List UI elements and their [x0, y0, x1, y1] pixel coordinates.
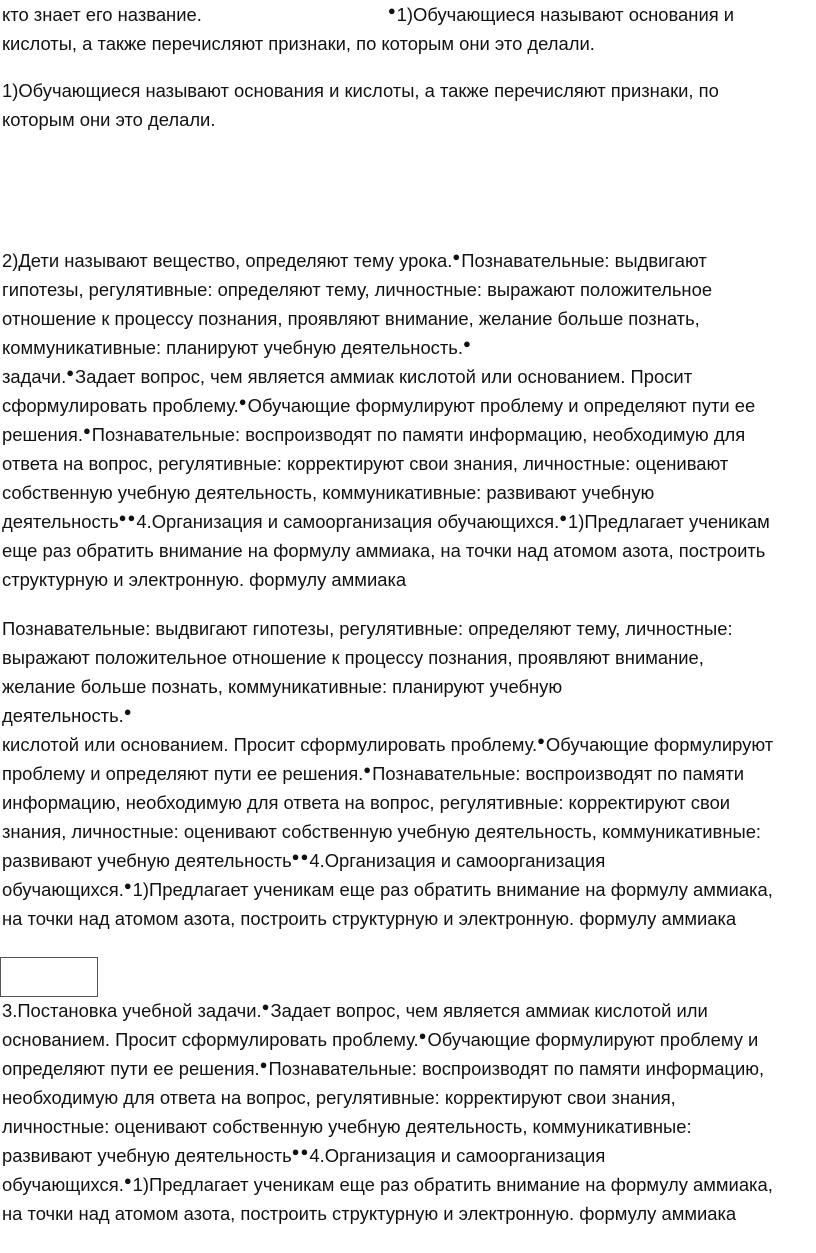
text-line: которым они это делали.	[2, 109, 216, 130]
text-line: гипотезы, регулятивные: определяют тему, личностные: выражают положительное	[2, 279, 713, 300]
text-line	[2, 732, 773, 760]
line-text: задачи.	[2, 366, 67, 387]
text-line	[2, 509, 770, 537]
bullet-icon: ●	[66, 365, 75, 380]
text-line: кислоты, а также перечисляют признаки, по которым они это делали.	[2, 33, 595, 54]
text-line	[2, 761, 744, 789]
line-text: развивают учебную деятельность	[2, 1145, 292, 1166]
bullet-icon: ●	[123, 1173, 132, 1188]
text-line: выражают положительное отношение к процессу познания, проявляют внимание,	[2, 647, 704, 668]
bullet-icon: ●	[123, 878, 132, 893]
line-text: Познавательные: воспроизводят по памяти информацию,	[268, 1058, 765, 1079]
line-text: 4.Организация и самоорганизация	[309, 1145, 606, 1166]
line-text: 3.Постановка учебной задачи.	[2, 1000, 262, 1021]
empty-frame-box	[0, 957, 98, 997]
line-text: основанием. Просит сформулировать проблему.	[2, 1029, 419, 1050]
text-line	[2, 998, 708, 1026]
line-text: сформулировать проблему.	[2, 395, 239, 416]
bullet-icon: ●	[123, 704, 132, 719]
line-text: Обучающие формулируют проблему и	[427, 1029, 759, 1050]
text-line	[2, 422, 745, 450]
text-line: знания, личностные: оценивают собственную учебную деятельность, коммуникативные:	[2, 821, 762, 842]
bullet-icon: ●	[261, 999, 270, 1014]
bullet-icon: ●	[259, 1057, 268, 1072]
text-line: информацию, необходимую для ответа на вопрос, регулятивные: корректируют свои	[2, 792, 731, 813]
line-text: Обучающие формулируют проблему и определяют пути ее	[247, 395, 756, 416]
text-line: на точки над атомом азота, построить структурную и электронную. формулу аммиака	[2, 1203, 737, 1224]
line-text: Задает вопрос, чем является аммиак кислотой или основанием. Просит	[75, 366, 693, 387]
bullet-icon: ●	[238, 394, 247, 409]
line-text: 4.Организация и самоорганизация	[309, 850, 606, 871]
bullet-icon: ●	[452, 249, 461, 264]
line-text: обучающихся.	[2, 1174, 124, 1195]
line-text: проблему и определяют пути ее решения.	[2, 763, 364, 784]
text-line	[2, 248, 707, 276]
line-text: Познавательные: выдвигают	[461, 250, 707, 271]
line-text: Задает вопрос, чем является аммиак кислотой или	[270, 1000, 708, 1021]
text-line	[2, 877, 773, 905]
text-line	[2, 1143, 605, 1171]
line-text: определяют пути ее решения.	[2, 1058, 260, 1079]
text-line: собственную учебную деятельность, коммуникативные: развивают учебную	[2, 482, 655, 503]
line-text: 1)Предлагает ученикам еще раз обратить внимание на формулу аммиака,	[132, 879, 773, 900]
line-text: развивают учебную деятельность	[2, 850, 292, 871]
text-line: необходимую для ответа на вопрос, регулятивные: корректируют свои знания,	[2, 1087, 676, 1108]
text-line: Познавательные: выдвигают гипотезы, регулятивные: определяют тему, личностные:	[2, 618, 733, 639]
text-line: структурную и электронную. формулу аммиака	[2, 569, 407, 590]
text-line	[2, 1027, 758, 1055]
line-text: кислотой или основанием. Просит сформулировать проблему.	[2, 734, 538, 755]
line-text: деятельность.	[2, 705, 124, 726]
bullet-icon: ●	[387, 3, 396, 18]
bullet-icon: ●	[291, 1144, 300, 1159]
bullet-icon: ●	[291, 849, 300, 864]
bullet-icon: ●	[300, 849, 309, 864]
text-line: желание больше познать, коммуникативные: планируют учебную	[2, 676, 563, 697]
text-line	[2, 848, 605, 876]
text-line	[2, 2, 734, 30]
line-text: 4.Организация и самоорганизация обучающихся.	[136, 511, 560, 532]
line-text: решения.	[2, 424, 83, 445]
bullet-icon: ●	[537, 733, 545, 748]
text-line: ответа на вопрос, регулятивные: корректируют свои знания, личностные: оценивают	[2, 453, 729, 474]
bullet-icon: ●	[82, 423, 91, 438]
text-line: личностные: оценивают собственную учебную деятельность, коммуникативные:	[2, 1116, 692, 1137]
line-text: 2)Дети называют вещество, определяют тему урока.	[2, 250, 453, 271]
text-line	[2, 364, 692, 392]
text-line: 1)Обучающиеся называют основания и кислоты, а также перечисляют признаки, по	[2, 80, 719, 101]
text-line	[2, 1056, 764, 1084]
line-text: деятельность	[2, 511, 119, 532]
line-text: Обучающие формулируют	[545, 734, 774, 755]
line-text: 1)Обучающиеся называют основания и	[396, 4, 735, 25]
line-text: 1)Предлагает ученикам	[568, 511, 770, 532]
bullet-icon: ●	[118, 510, 127, 525]
line-text: Познавательные: воспроизводят по памяти информацию, необходимую для	[91, 424, 746, 445]
bullet-icon: ●	[363, 762, 372, 777]
bullet-icon: ●	[463, 336, 471, 351]
text-line: еще раз обратить внимание на формулу аммиака, на точки над атомом азота, построить	[2, 540, 766, 561]
line-text: обучающихся.	[2, 879, 124, 900]
text-line	[2, 703, 133, 731]
line-text: кто знает его название.	[2, 4, 202, 25]
bullet-icon: ●	[559, 510, 568, 525]
bullet-icon: ●	[127, 510, 136, 525]
line-text: 1)Предлагает ученикам еще раз обратить внимание на формулу аммиака,	[132, 1174, 773, 1195]
bullet-icon: ●	[300, 1144, 309, 1159]
text-line	[2, 393, 755, 421]
bullet-icon: ●	[418, 1028, 427, 1043]
text-line	[2, 335, 472, 363]
text-line	[2, 1172, 773, 1200]
line-text: Познавательные: воспроизводят по памяти	[372, 763, 745, 784]
text-line: отношение к процессу познания, проявляют внимание, желание больше познать,	[2, 308, 700, 329]
line-text: коммуникативные: планируют учебную деятельность.	[2, 337, 463, 358]
text-line: на точки над атомом азота, построить структурную и электронную. формулу аммиака	[2, 908, 737, 929]
